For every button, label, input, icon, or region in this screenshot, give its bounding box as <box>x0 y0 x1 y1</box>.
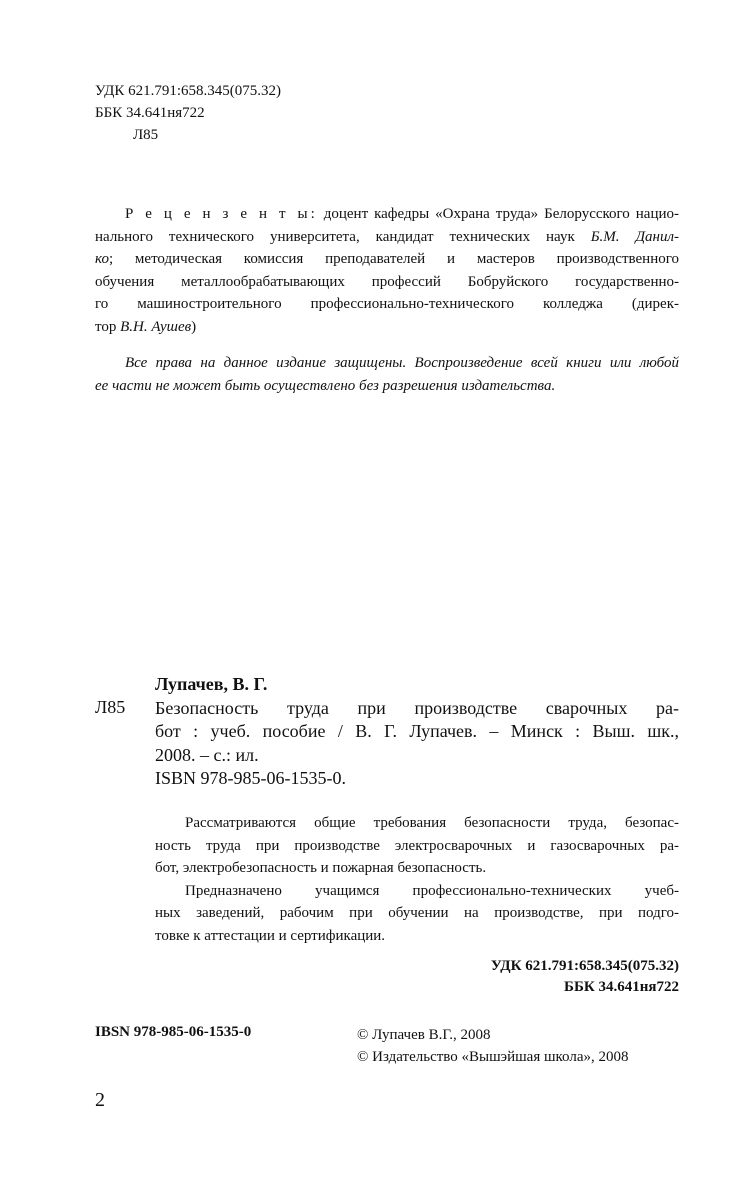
page-number: 2 <box>95 1089 105 1111</box>
reviewer-name: ко <box>95 251 109 267</box>
rights-notice <box>95 352 679 397</box>
bib-isbn: ISBN 978-985-06-1535-0. <box>155 768 346 788</box>
bib-author: Лупачев, В. Г. <box>155 674 268 694</box>
classification-udk: УДК 621.791:658.345(075.32) <box>490 958 679 974</box>
udk-code: УДК 621.791:658.345(075.32) <box>95 83 281 99</box>
reviewers-paragraph <box>95 203 679 338</box>
rights-line: Все права на данное издание защищены. Воспроизведение всей книги или любой <box>125 355 679 371</box>
reviewers-line: тор <box>95 318 121 335</box>
classification-bbk: ББК 34.641ня722 <box>564 979 679 995</box>
copyright-block <box>357 1024 629 1068</box>
copyright-publisher: © Издательство «Вышэйшая школа», 2008 <box>357 1049 629 1065</box>
bib-line: 2008. – с.: ил. <box>155 744 259 765</box>
annotation-line: ность труда при производстве электросварочных и газосварочных ра- <box>155 837 679 854</box>
reviewer-name: В.Н. Аушев <box>120 318 192 335</box>
rights-line: ее части не может быть осуществлено без разрешения издательства. <box>95 377 556 394</box>
bib-line: Безопасность труда при производстве сварочных ра- <box>155 697 679 718</box>
annotation <box>155 812 679 947</box>
author-mark: Л85 <box>133 127 159 143</box>
bib-line: бот : учеб. пособие / В. Г. Лупачев. – Минск : Выш. шк., <box>155 721 679 741</box>
reviewers-line: нального технического университета, кандидат технических наук <box>95 228 591 245</box>
reviewers-line: ) <box>191 318 197 335</box>
reviewers-line: обучения металлообрабатывающих профессий Бобруйского государственно- <box>95 273 679 290</box>
reviewer-name: Б.М. Данил- <box>590 228 679 245</box>
bib-code: Л85 <box>95 697 126 717</box>
reviewers-line: ; методическая комиссия преподавателей и мастеров производственного <box>108 251 679 267</box>
reviewers-line: го машиностроительного профессионально-технического колледжа (дирек- <box>95 296 679 312</box>
bbk-code: ББК 34.641ня722 <box>95 105 205 121</box>
annotation-line: ных заведений, рабочим при обучении на производстве, при подго- <box>155 905 679 921</box>
copyright-author: © Лупачев В.Г., 2008 <box>357 1027 491 1043</box>
reviewers-label: Р е ц е н з е н т ы: <box>125 206 318 222</box>
annotation-line: товке к аттестации и сертификации. <box>155 927 386 944</box>
classification-block <box>491 956 679 998</box>
annotation-line: Предназначено учащимся профессионально-технических учеб- <box>185 882 679 899</box>
annotation-line: бот, электробезопасность и пожарная безопасность. <box>155 860 487 876</box>
reviewers-line: доцент кафедры «Охрана труда» Белорусского нацио- <box>317 206 680 222</box>
footer-isbn: IBSN 978-985-06-1535-0 <box>95 1024 252 1040</box>
bibliographic-record <box>155 673 679 791</box>
annotation-line: Рассматриваются общие требования безопасности труда, безопас- <box>185 815 679 831</box>
header-codes <box>95 80 281 146</box>
